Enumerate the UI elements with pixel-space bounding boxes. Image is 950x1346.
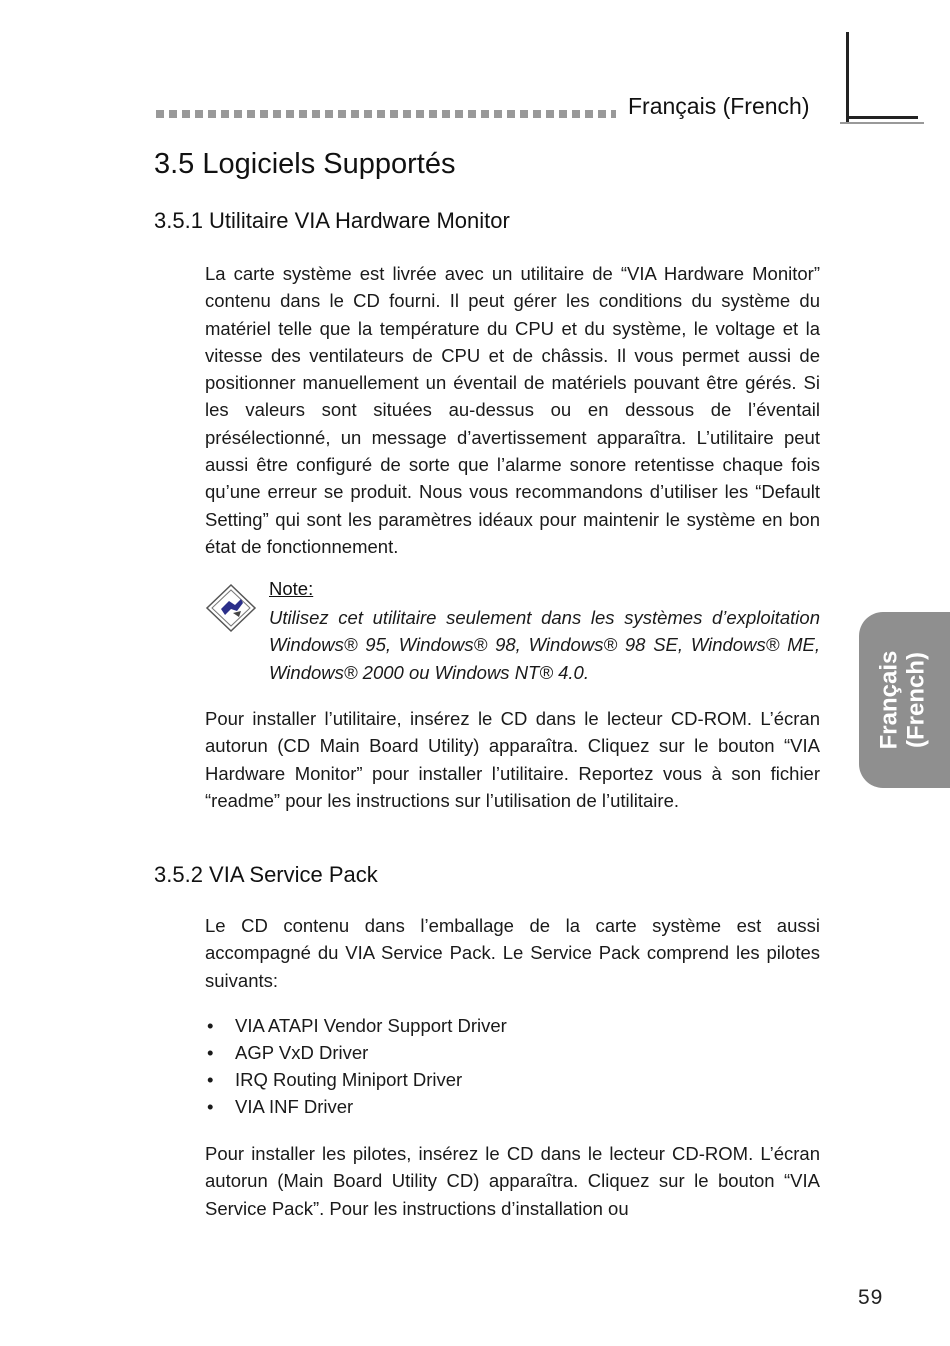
corner-mark-horizontal: [846, 116, 918, 119]
list-item: • IRQ Routing Miniport Driver: [205, 1066, 820, 1093]
side-tab-line1: Français: [875, 650, 902, 750]
service-pack-install: Pour installer les pilotes, insérez le CD dans le lecteur CD-ROM. L’écran autorun (Main Board Utility CD) apparaîtra. Cliquez sur le bouton “VIA Service Pack”. Pour les instructions d’installation ou: [205, 1143, 820, 1219]
side-tab-line2: (French): [902, 652, 929, 748]
subsection-title-service-pack: 3.5.2 VIA Service Pack: [154, 862, 378, 887]
header-language: Français (French): [628, 93, 810, 119]
corner-mark-vertical: [846, 32, 849, 124]
driver-list: [205, 1012, 820, 1120]
note-title: Note:: [269, 578, 314, 599]
side-language-label: [862, 612, 942, 788]
section-title: 3.5 Logiciels Supportés: [154, 148, 456, 180]
service-pack-description: Le CD contenu dans l’emballage de la carte système est aussi accompagné du VIA Service Pack. Le Service Pack comprend les pilotes suivants:: [205, 915, 820, 991]
list-item: • VIA INF Driver: [205, 1093, 820, 1120]
list-item: • AGP VxD Driver: [205, 1039, 820, 1066]
header-dotted-rule: [156, 110, 616, 118]
hardware-monitor-description: La carte système est livrée avec un utilitaire de “VIA Hardware Monitor” contenu dans le CD fourni. Il peut gérer les conditions du système du matériel telle que la température du CPU et du système, le voltage et la vitesse des ventilateurs de CPU et de châssis. Il vous permet aussi de positionner manuellement un éventail de matériels pouvant être gérés. Si les valeurs sont situées au-dessus ou en dessous de l’éventail présélectionné, un message d’avertissement apparaîtra. L’utilitaire peut aussi être configuré de sorte que l’alarme sonore retentisse chaque fois qu’une erreur se produit. Nous vous recommandons d’utiliser les “Default Setting” qui sont les paramètres idéaux pour maintenir le système en bon état de fonctionnement.: [205, 263, 820, 557]
note-icon: [205, 583, 257, 633]
page-number: 59: [858, 1286, 884, 1309]
list-item: • VIA ATAPI Vendor Support Driver: [205, 1012, 820, 1039]
subsection-title-hardware-monitor: 3.5.1 Utilitaire VIA Hardware Monitor: [154, 208, 510, 233]
note-text: Utilisez cet utilitaire seulement dans les systèmes d’exploitation Windows® 95, Windows® 98, Windows® 98 SE, Windows® ME, Windows® 2000 ou Windows NT® 4.0.: [269, 607, 820, 683]
hardware-monitor-install: Pour installer l’utilitaire, insérez le CD dans le lecteur CD-ROM. L’écran autorun (CD Main Board Utility) apparaîtra. Cliquez sur le bouton “VIA Hardware Monitor” pour installer l’utilitaire. Reportez vous à son fichier “readme” pour les instructions sur l’utilisation de l’utilitaire.: [205, 708, 820, 811]
corner-mark-shadow: [840, 122, 924, 124]
